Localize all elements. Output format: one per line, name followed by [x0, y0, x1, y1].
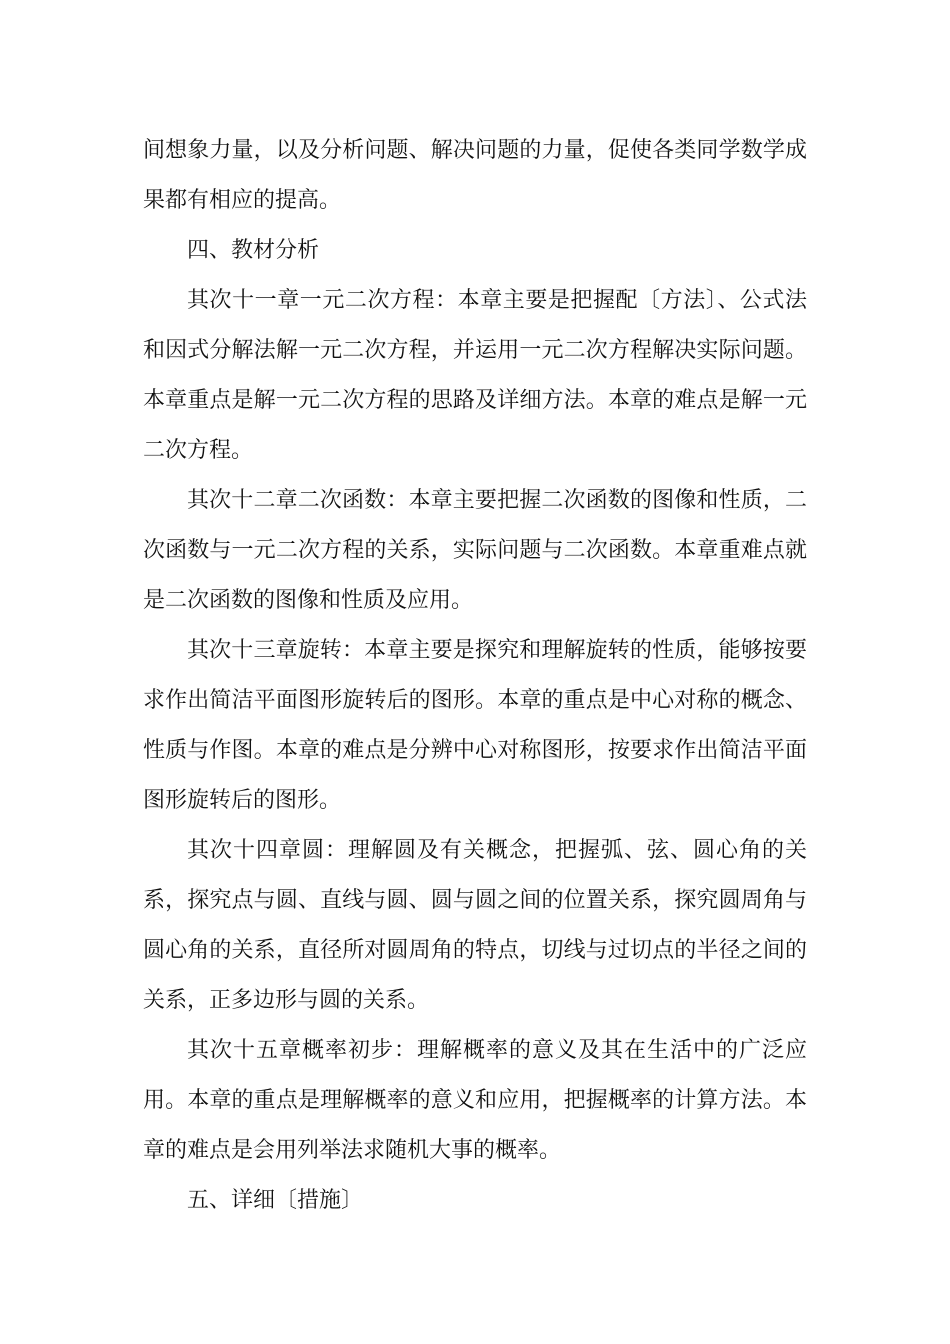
paragraph-chapter-22: 其次十二章二次函数：本章主要把握二次函数的图像和性质，二次函数与一元二次方程的关系，实际问题与二次函数。本章重难点就是二次函数的图像和性质及应用。: [143, 488, 807, 613]
paragraph-chapter-23: 其次十三章旋转：本章主要是探究和理解旋转的性质，能够按要求作出简洁平面图形旋转后的图形。本章的重点是中心对称的概念、性质与作图。本章的难点是分辨中心对称图形，按要求作出简洁平面图形旋转后的图形。: [143, 638, 807, 813]
section-heading-teaching-material-analysis: 四、教材分析: [187, 238, 320, 263]
paragraph-chapter-25: 其次十五章概率初步：理解概率的意义及其在生活中的广泛应用。本章的重点是理解概率的意义和应用，把握概率的计算方法。本章的难点是会用列举法求随机大事的概率。: [143, 1038, 807, 1163]
paragraph-chapter-24: 其次十四章圆：理解圆及有关概念，把握弧、弦、圆心角的关系，探究点与圆、直线与圆、圆与圆之间的位置关系，探究圆周角与圆心角的关系，直径所对圆周角的特点，切线与过切点的半径之间的关系，正多边形与圆的关系。: [143, 838, 807, 1013]
document-body: [143, 126, 807, 1226]
section-heading-measures: 五、详细〔措施〕: [187, 1188, 364, 1213]
paragraph-continuation: 间想象力量，以及分析问题、解决问题的力量，促使各类同学数学成果都有相应的提高。: [143, 138, 807, 213]
paragraph-chapter-21: 其次十一章一元二次方程：本章主要是把握配〔方法〕、公式法和因式分解法解一元二次方程，并运用一元二次方程解决实际问题。本章重点是解一元二次方程的思路及详细方法。本章的难点是解一元二次方程。: [143, 288, 807, 463]
